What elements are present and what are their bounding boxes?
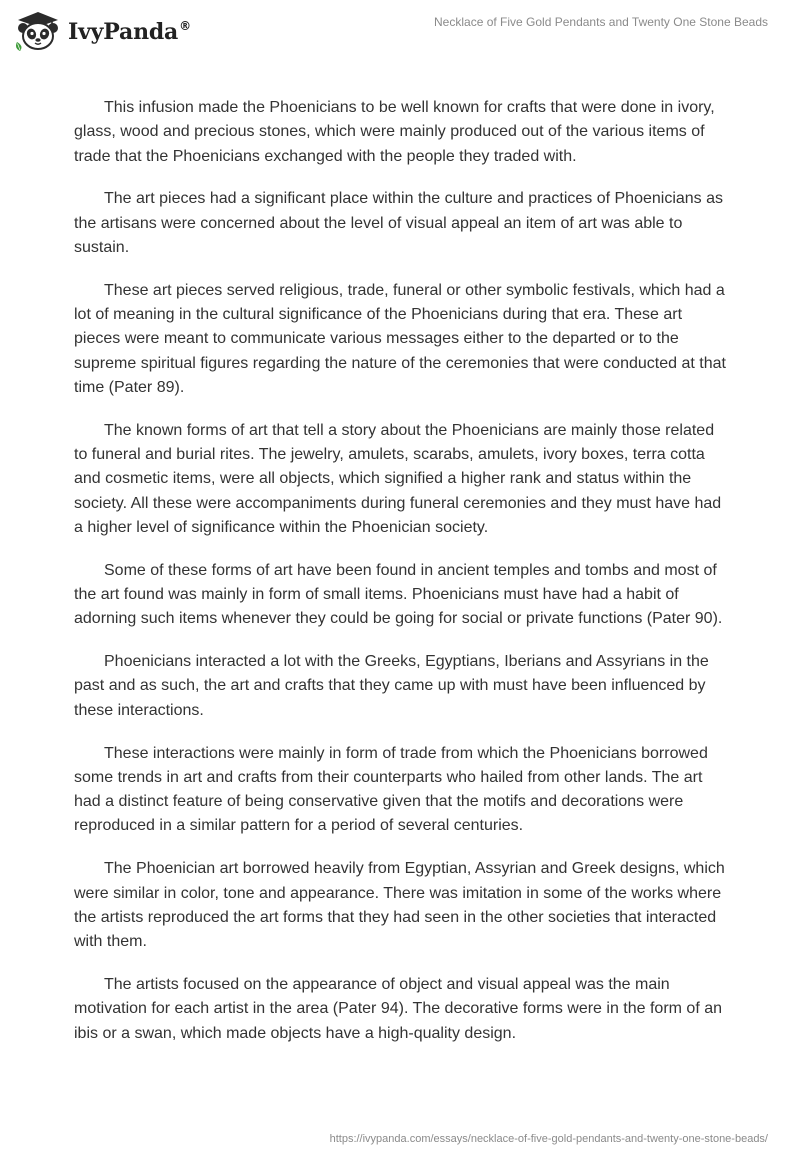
paragraph-2: The art pieces had a significant place within the culture and practices of Phoenicians as the artisans were concerned about the level of visual appeal an item of art was able to sustain. [74,190,724,256]
paragraph-4: The known forms of art that tell a story about the Phoenicians are mainly those related to funeral and burial rites. The jewelry, amulets, scarabs, amulets, ivory boxes, terra cotta and cosmetic items, were all objects, which signified a higher rank and status within the society. All these were accompaniments during funeral ceremonies and they must have had a higher level of significance within the Phoenician society. [74,421,722,536]
logo-wordmark [68,19,191,45]
paragraph-7: These interactions were mainly in form of trade from which the Phoenicians borrowed some trends in art and crafts from their counterparts who hailed from other lands. The art had a distinct feature of being conservative given that the motifs and decorations were reproduced in a similar pattern for a period of several centuries. [74,744,708,835]
paragraph-3: These art pieces served religious, trade, funeral or other symbolic festivals, which had a lot of meaning in the cultural significance of the Phoenicians during that era. These art pieces were meant to communicate various messages either to the departed or to the supreme spiritual figures regarding the nature of the ceremonies that were conducted at that time (Pater 89). [74,281,726,396]
ivypanda-logo[interactable] [12,8,191,52]
logo-text: IvyPanda [68,19,179,45]
paragraph-6: Phoenicians interacted a lot with the Greeks, Egyptians, Iberians and Assyrians in the past and as such, the art and crafts that they came up with must have been influenced by these interactions. [74,653,709,719]
paragraph-9: The artists focused on the appearance of object and visual appeal was the main motivation for each artist in the area (Pater 94). The decorative forms were in the form of an ibis or a swan, which made objects have a high-quality design. [74,975,723,1042]
essay-body [74,96,728,1064]
paragraph-8: The Phoenician art borrowed heavily from Egyptian, Assyrian and Greek designs, which were similar in color, tone and appearance. There was imitation in some of the works where the artists reproduced the art forms that they had seen in the other societies that interacted with them. [74,860,725,951]
page-header [0,0,800,64]
registered-mark: ® [179,19,191,33]
paragraph-5: Some of these forms of art have been found in ancient temples and tombs and most of the art found was mainly in form of small items. Phoenicians must have had a habit of adorning such items whenever they could be going for social or private functions (Pater 90). [74,561,723,628]
panda-graduate-icon [12,8,64,52]
document-title: Necklace of Five Gold Pendants and Twenty One Stone Beads [434,15,768,29]
source-url-link[interactable]: https://ivypanda.com/essays/necklace-of-five-gold-pendants-and-twenty-one-stone-beads/ [329,1133,768,1145]
paragraph-1: This infusion made the Phoenicians to be well known for crafts that were done in ivory, glass, wood and precious stones, which were mainly produced out of the various items of trade that the Phoenicians exchanged with the people they traded with. [74,99,715,165]
